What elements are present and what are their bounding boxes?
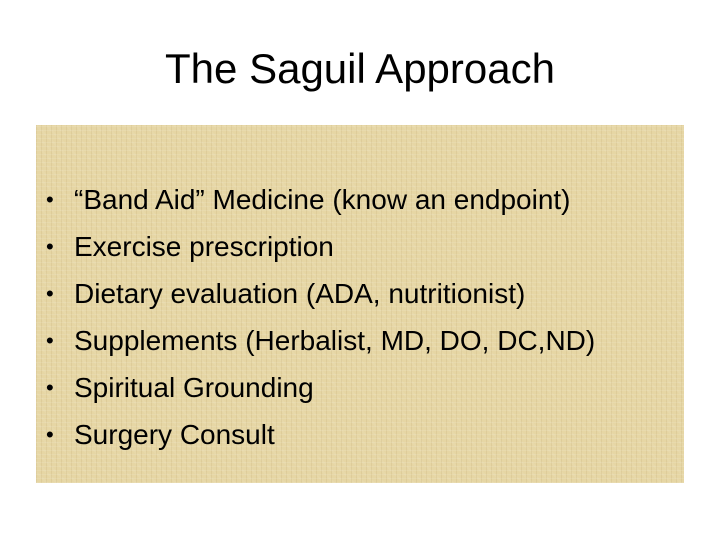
- bullet-text: “Band Aid” Medicine (know an endpoint): [74, 184, 571, 215]
- bullet-dot-icon: •: [46, 187, 54, 212]
- slide-title: The Saguil Approach: [165, 45, 555, 92]
- bullet-dot-icon: •: [46, 234, 54, 259]
- bullet-dot-icon: •: [46, 281, 54, 306]
- bullet-text: Exercise prescription: [74, 231, 334, 262]
- bullet-text: Spiritual Grounding: [74, 372, 314, 403]
- bullet-dot-icon: •: [46, 328, 54, 353]
- bullet-text: Surgery Consult: [74, 419, 275, 450]
- bullet-text: Supplements (Herbalist, MD, DO, DC,ND): [74, 325, 596, 356]
- bullet-text: Dietary evaluation (ADA, nutritionist): [74, 278, 526, 309]
- bullet-dot-icon: •: [46, 375, 54, 400]
- bullet-dot-icon: •: [46, 422, 54, 447]
